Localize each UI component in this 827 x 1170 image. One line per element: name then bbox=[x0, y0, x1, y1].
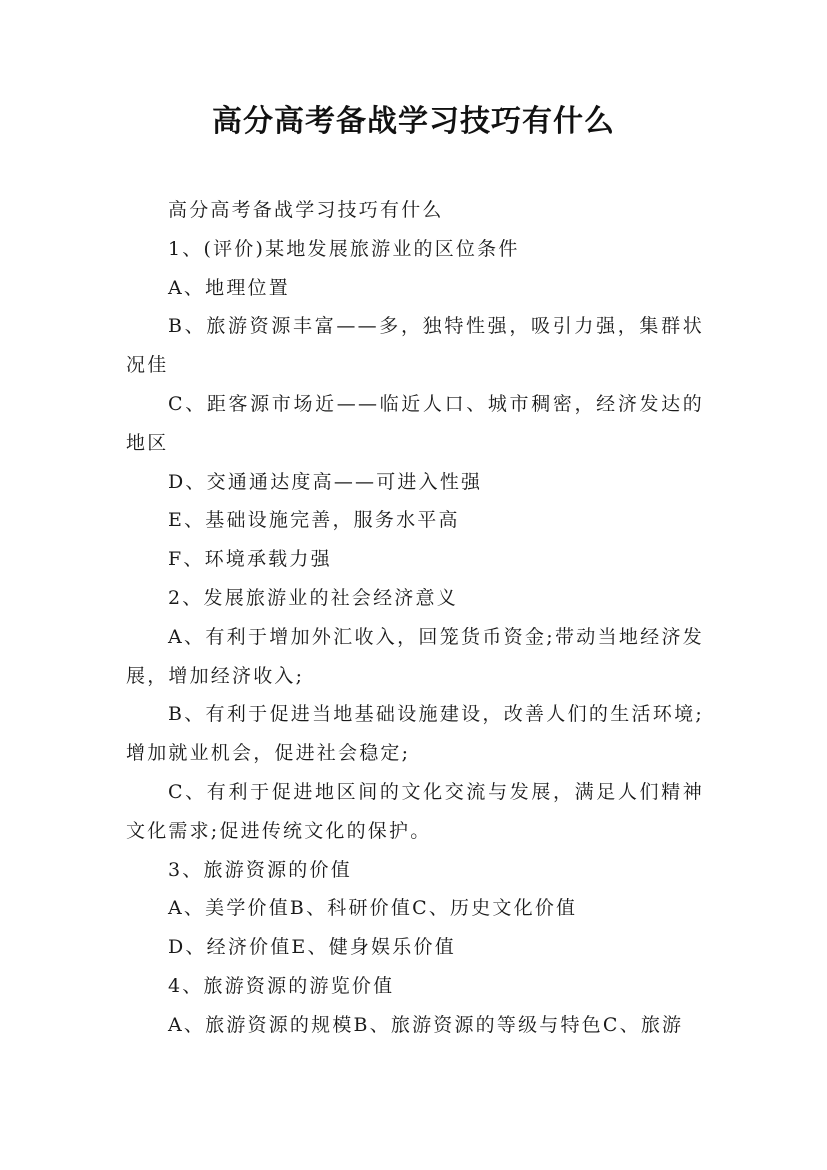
paragraph: C、距客源市场近——临近人口、城市稠密，经济发达的地区 bbox=[126, 392, 704, 454]
paragraph: A、美学价值B、科研价值C、历史文化价值 bbox=[168, 897, 578, 920]
paragraph: D、经济价值E、健身娱乐价值 bbox=[168, 936, 456, 959]
paragraph: 1、(评价)某地发展旅游业的区位条件 bbox=[168, 237, 520, 260]
paragraph: A、旅游资源的规模B、旅游资源的等级与特色C、旅游 bbox=[168, 1013, 684, 1036]
paragraph: 2、发展旅游业的社会经济意义 bbox=[168, 586, 458, 609]
document-body bbox=[126, 191, 704, 1045]
paragraph: D、交通通达度高——可进入性强 bbox=[168, 470, 483, 493]
paragraph: E、基础设施完善，服务水平高 bbox=[168, 509, 460, 532]
paragraph: B、有利于促进当地基础设施建设，改善人们的生活环境;增加就业机会，促进社会稳定; bbox=[126, 703, 704, 765]
paragraph: B、旅游资源丰富——多，独特性强，吸引力强，集群状况佳 bbox=[126, 315, 704, 377]
document-title: 高分高考备战学习技巧有什么 bbox=[212, 104, 615, 139]
paragraph: F、环境承载力强 bbox=[168, 548, 332, 571]
paragraph: 3、旅游资源的价值 bbox=[168, 858, 352, 881]
paragraph: A、地理位置 bbox=[168, 276, 290, 299]
paragraph: 4、旅游资源的游览价值 bbox=[168, 974, 395, 997]
paragraph: C、有利于促进地区间的文化交流与发展，满足人们精神文化需求;促进传统文化的保护。 bbox=[126, 780, 704, 842]
paragraph: A、有利于增加外汇收入，回笼货币资金;带动当地经济发展，增加经济收入; bbox=[126, 625, 704, 687]
paragraph: 高分高考备战学习技巧有什么 bbox=[168, 199, 444, 221]
